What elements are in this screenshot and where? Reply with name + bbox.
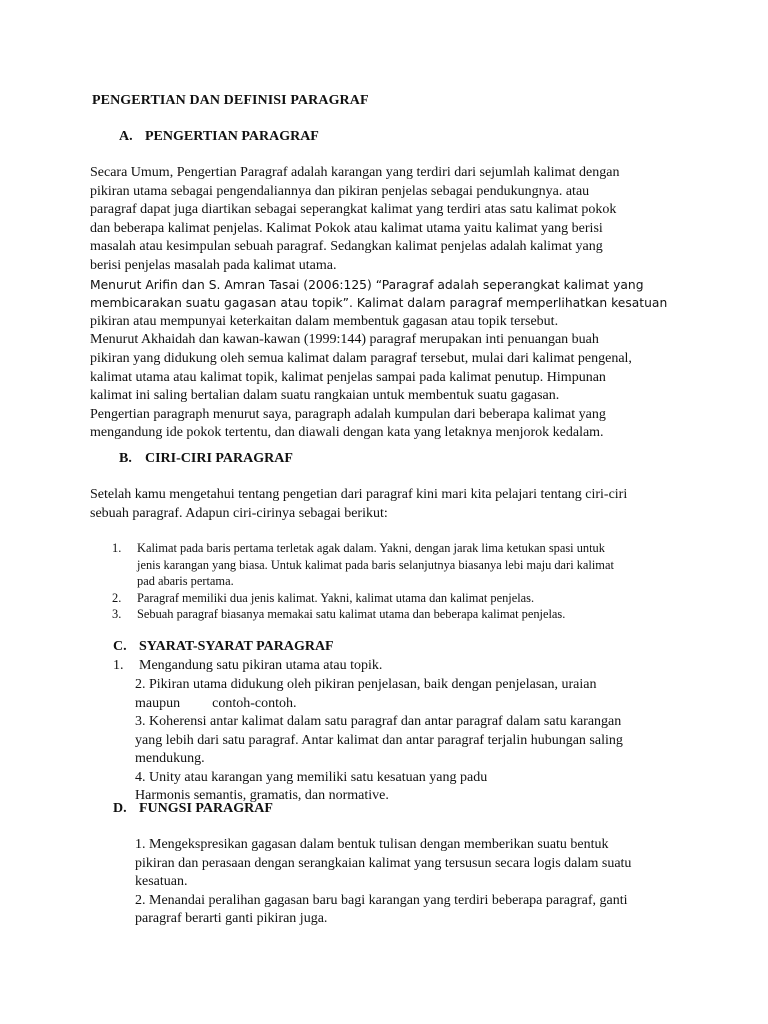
text-line: kalimat utama atau kalimat topik, kalimat penjelas sampai pada kalimat penutup. Himpunan: [90, 369, 606, 385]
text-line: paragraf dapat juga diartikan sebagai seperangkat kalimat yang terdiri atas satu kalimat pokok: [90, 202, 617, 218]
text-line: 3. Koherensi antar kalimat dalam satu paragraf dan antar paragraf dalam satu karangan: [135, 714, 622, 729]
list-item: [112, 606, 692, 623]
section-a-title: PENGERTIAN PARAGRAF: [145, 129, 319, 144]
list-number: 3.: [112, 607, 122, 621]
list-line: jenis karangan yang biasa. Untuk kalimat pada baris selanjutnya biasanya lebi maju dari kalimat: [137, 557, 614, 572]
list-number: 2.: [112, 590, 122, 605]
section-a-body: [90, 164, 690, 443]
section-d-letter: D.: [113, 801, 127, 816]
list-number: 1.: [112, 541, 122, 555]
list-item: [112, 540, 692, 590]
list-item: [112, 590, 692, 607]
section-d-items: [135, 836, 631, 929]
list-number: 1.: [113, 658, 124, 673]
section-b-list: [112, 540, 692, 623]
section-d-title: FUNGSI PARAGRAF: [139, 801, 273, 816]
text-line: Harmonis semantis, gramatis, dan normative.: [135, 788, 389, 803]
list-line: Mengandung satu pikiran utama atau topik.: [139, 658, 383, 673]
text-line: 2. Pikiran utama didukung oleh pikiran penjelasan, baik dengan penjelasan, uraian: [135, 677, 597, 692]
text-line: pikiran atau mempunyai keterkaitan dalam membentuk gagasan atau topik tersebut.: [90, 313, 559, 329]
text-line: kalimat ini saling bertalian dalam suatu rangkaian untuk membentuk suatu gagasan.: [90, 388, 560, 404]
text-fragment: contoh-contoh.: [212, 695, 297, 711]
text-line: membicarakan suatu gagasan atau topik”. Kalimat dalam paragraf memperlihatkan kesatuan: [90, 296, 668, 311]
text-fragment: maupun: [135, 695, 181, 711]
list-line: pad abaris pertama.: [137, 574, 234, 588]
text-line: sebuah paragraf. Adapun ciri-cirinya sebagai berikut:: [90, 505, 388, 521]
section-b-intro: [90, 486, 690, 523]
text-line: Pengertian paragraph menurut saya, paragraph adalah kumpulan dari beberapa kalimat yang: [90, 406, 606, 422]
text-line: yang lebih dari satu paragraf. Antar kalimat dan antar paragraf terjalin hubungan saling: [135, 732, 623, 748]
section-c-items: [135, 676, 623, 806]
text-line: pikiran dan perasaan dengan serangkaian kalimat yang tersusun secara logis dalam suatu: [135, 855, 632, 871]
text-line: pikiran utama sebagai pengendaliannya dan pikiran penjelas sebagai pendukungnya. atau: [90, 183, 590, 199]
section-c-item-1: [113, 657, 382, 676]
text-line: masalah atau kesimpulan sebuah paragraf. Sedangkan kalimat penjelas adalah kalimat yang: [90, 239, 603, 255]
section-d-heading: [113, 801, 273, 817]
section-a-letter: A.: [119, 129, 133, 144]
text-line: paragraf berarti ganti pikiran juga.: [135, 911, 328, 926]
text-line: dan beberapa kalimat penjelas. Kalimat Pokok atau kalimat utama yaitu kalimat yang berisi: [90, 220, 603, 236]
list-line: Sebuah paragraf biasanya memakai satu kalimat utama dan beberapa kalimat penjelas.: [137, 607, 566, 621]
text-line: berisi penjelas masalah pada kalimat utama.: [90, 257, 337, 273]
text-line: pikiran yang didukung oleh semua kalimat dalam paragraf tersebut, mulai dari kalimat pengenal,: [90, 350, 632, 366]
section-a-heading: [119, 129, 319, 145]
text-line: mengandung ide pokok tertentu, dan diawali dengan kata yang letaknya menjorok kedalam.: [90, 425, 604, 441]
section-c-title: SYARAT-SYARAT PARAGRAF: [139, 639, 334, 654]
text-line: Menurut Akhaidah dan kawan-kawan (1999:144) paragraf merupakan inti penuangan buah: [90, 332, 599, 348]
text-line: 1. Mengekspresikan gagasan dalam bentuk tulisan dengan memberikan suatu bentuk: [135, 837, 609, 852]
list-line: Paragraf memiliki dua jenis kalimat. Yakni, kalimat utama dan kalimat penjelas.: [137, 590, 535, 605]
section-b-title: CIRI-CIRI PARAGRAF: [145, 451, 293, 466]
section-c-heading: [113, 639, 334, 655]
text-line: 4. Unity atau karangan yang memiliki satu kesatuan yang padu: [135, 769, 488, 785]
text-line: Setelah kamu mengetahui tentang pengetian dari paragraf kini mari kita pelajari tentang ciri-ciri: [90, 487, 628, 502]
section-b-heading: [119, 451, 293, 467]
text-line: Secara Umum, Pengertian Paragraf adalah karangan yang terdiri dari sejumlah kalimat dengan: [90, 165, 620, 180]
text-line: kesatuan.: [135, 874, 188, 889]
list-line: Kalimat pada baris pertama terletak agak dalam. Yakni, dengan jarak lima ketukan spasi untuk: [137, 541, 605, 555]
text-line: 2. Menandai peralihan gagasan baru bagi karangan yang terdiri beberapa paragraf, ganti: [135, 892, 628, 908]
text-line: Menurut Arifin dan S. Amran Tasai (2006:125) “Paragraf adalah seperangkat kalimat yang: [90, 277, 644, 292]
document-title: PENGERTIAN DAN DEFINISI PARAGRAF: [92, 93, 369, 108]
section-c-letter: C.: [113, 639, 127, 654]
section-b-letter: B.: [119, 451, 132, 466]
text-line: mendukung.: [135, 751, 205, 766]
